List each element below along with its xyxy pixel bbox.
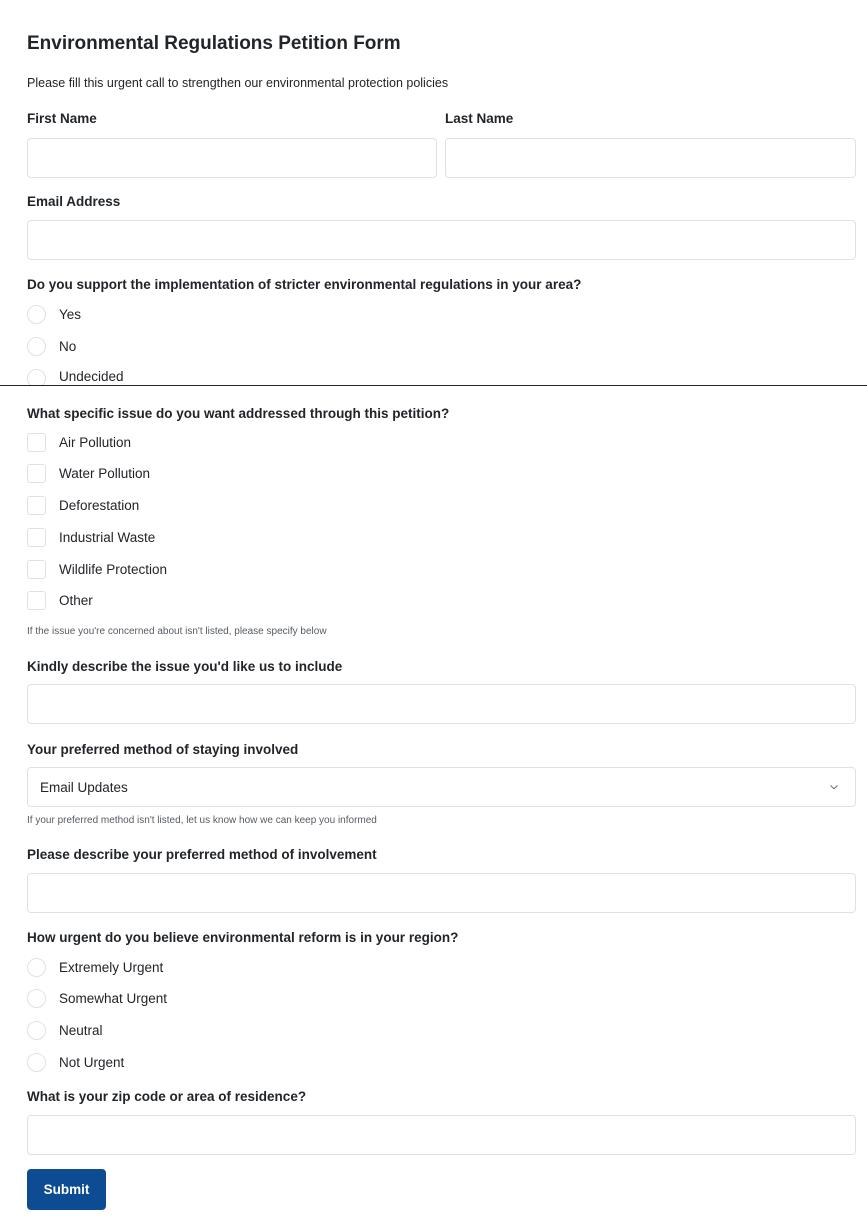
form-subtitle: Please fill this urgent call to strengthen our environmental protection policies: [27, 76, 449, 90]
issue-question-label: What specific issue do you want addressed through this petition?: [27, 406, 450, 421]
support-option-no[interactable]: [27, 335, 76, 357]
radio-button[interactable]: [27, 1053, 46, 1072]
radio-button[interactable]: [27, 958, 46, 977]
first-name-input[interactable]: [27, 138, 437, 178]
support-option-yes[interactable]: [27, 303, 81, 325]
last-name-label: Last Name: [445, 111, 514, 126]
option-label: Yes: [59, 306, 82, 322]
issue-option-other[interactable]: [27, 589, 93, 611]
urgency-option-not-urgent[interactable]: [27, 1051, 124, 1073]
option-label: Somewhat Urgent: [59, 990, 168, 1006]
option-label: Air Pollution: [59, 434, 132, 450]
zip-input[interactable]: [27, 1115, 856, 1155]
option-label: Neutral: [59, 1022, 103, 1038]
radio-button[interactable]: [27, 1021, 46, 1040]
chevron-down-icon: [829, 782, 839, 792]
support-option-undecided[interactable]: [27, 367, 124, 385]
option-label: No: [59, 338, 77, 354]
option-label: Not Urgent: [59, 1054, 125, 1070]
checkbox[interactable]: [27, 433, 46, 452]
issue-option-deforestation[interactable]: [27, 494, 139, 516]
describe-issue-label: Kindly describe the issue you'd like us to include: [27, 659, 343, 674]
option-label: Other: [59, 592, 93, 608]
urgency-option-somewhat-urgent[interactable]: [27, 987, 167, 1009]
section-divider: [0, 385, 867, 386]
issue-option-wildlife-protection[interactable]: [27, 558, 167, 580]
radio-button[interactable]: [27, 989, 46, 1008]
option-label: Deforestation: [59, 497, 140, 513]
radio-button[interactable]: [27, 337, 46, 356]
checkbox[interactable]: [27, 464, 46, 483]
involvement-select[interactable]: [27, 767, 856, 807]
issue-option-industrial-waste[interactable]: [27, 526, 155, 548]
option-label: Extremely Urgent: [59, 959, 164, 975]
urgency-option-neutral[interactable]: [27, 1019, 103, 1041]
checkbox[interactable]: [27, 528, 46, 547]
issue-option-air-pollution[interactable]: [27, 431, 131, 453]
involvement-help-text: If your preferred method isn't listed, let us know how we can keep you informed: [27, 815, 377, 826]
first-name-label: First Name: [27, 111, 97, 126]
zip-label: What is your zip code or area of residence?: [27, 1089, 307, 1104]
checkbox[interactable]: [27, 560, 46, 579]
involvement-label: Your preferred method of staying involved: [27, 742, 299, 757]
describe-issue-input[interactable]: [27, 684, 856, 724]
submit-button[interactable]: Submit: [27, 1169, 106, 1210]
describe-involvement-label: Please describe your preferred method of involvement: [27, 847, 377, 862]
radio-button[interactable]: [27, 369, 46, 385]
radio-button[interactable]: [27, 305, 46, 324]
email-input[interactable]: [27, 220, 856, 260]
issue-option-water-pollution[interactable]: [27, 462, 150, 484]
last-name-input[interactable]: [445, 138, 856, 178]
option-label: Wildlife Protection: [59, 561, 168, 577]
describe-involvement-input[interactable]: [27, 873, 856, 913]
issue-help-text: If the issue you're concerned about isn't listed, please specify below: [27, 626, 327, 637]
option-label: Industrial Waste: [59, 529, 156, 545]
form-title: Environmental Regulations Petition Form: [27, 33, 401, 54]
urgency-option-extremely-urgent[interactable]: [27, 956, 163, 978]
support-question-label: Do you support the implementation of stricter environmental regulations in your area?: [27, 277, 582, 292]
option-label: Undecided: [59, 369, 124, 384]
urgency-question-label: How urgent do you believe environmental reform is in your region?: [27, 930, 459, 945]
option-label: Water Pollution: [59, 465, 151, 481]
checkbox[interactable]: [27, 496, 46, 515]
email-label: Email Address: [27, 194, 121, 209]
checkbox[interactable]: [27, 591, 46, 610]
involvement-selected-value: Email Updates: [40, 779, 128, 795]
